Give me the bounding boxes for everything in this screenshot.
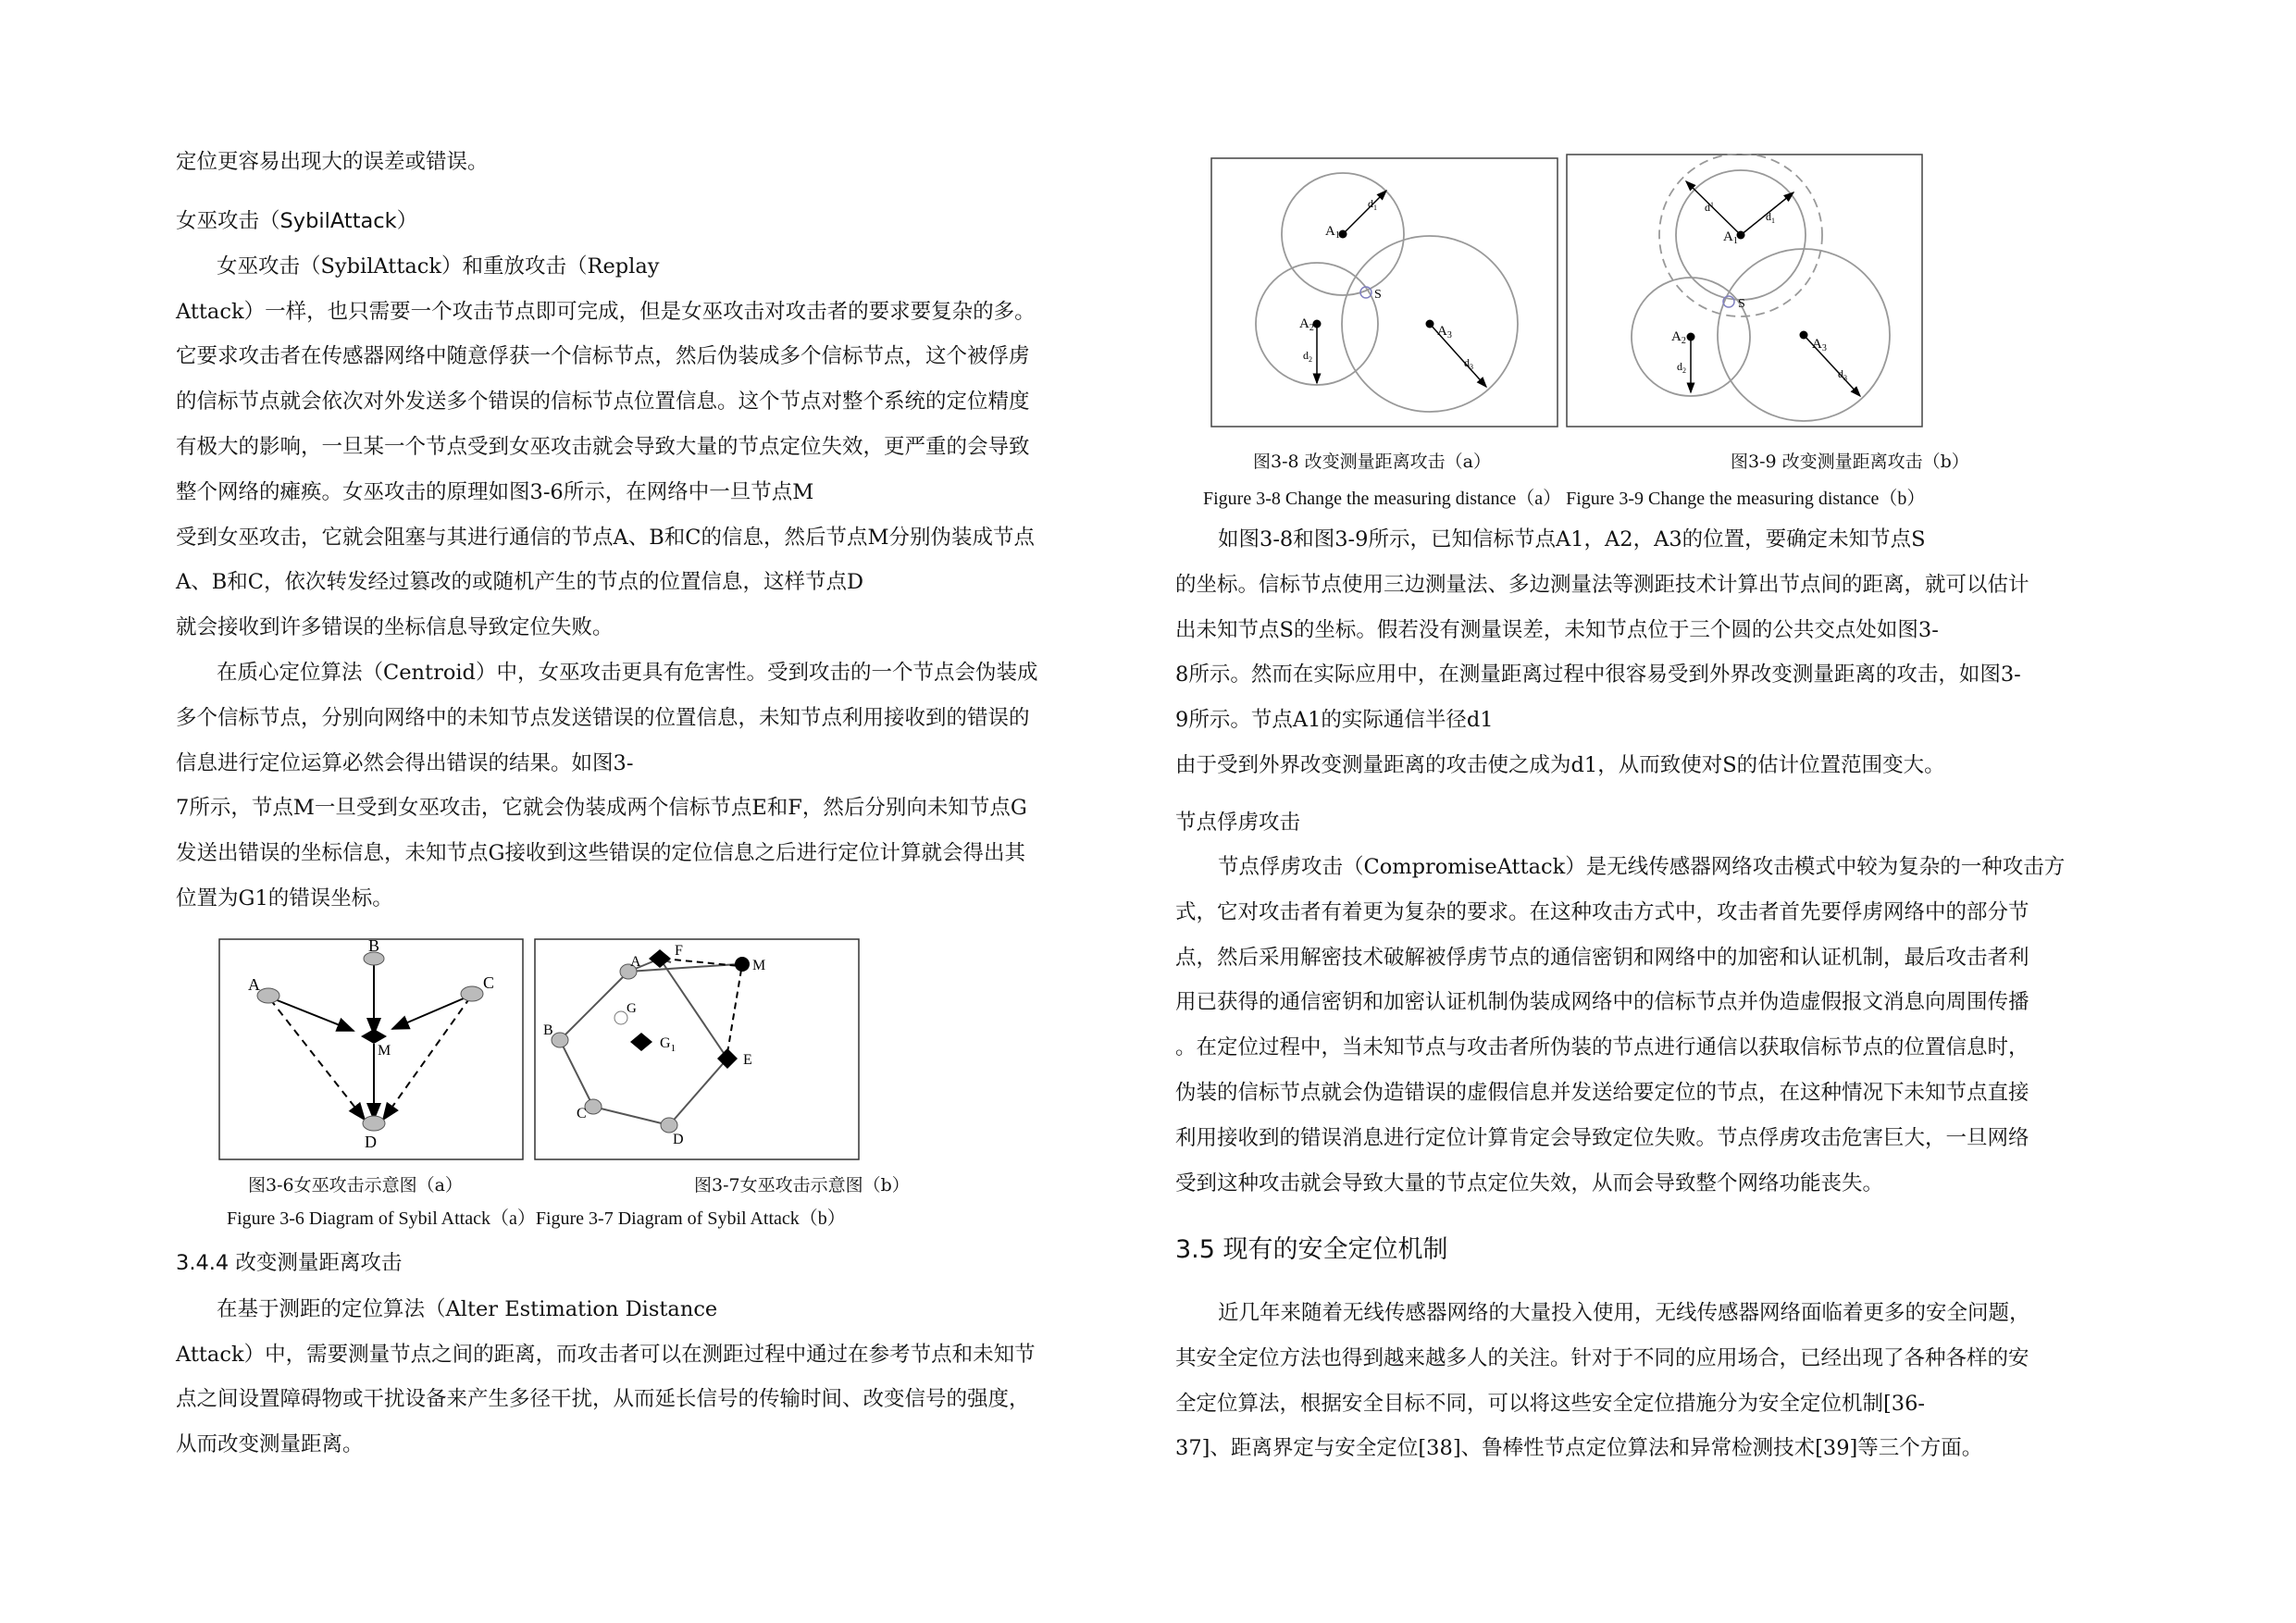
- paragraph-line: 定位更容易出现大的误差或错误。: [176, 150, 489, 174]
- paragraph-line: 就会接收到许多错误的坐标信息导致定位失败。: [176, 615, 614, 639]
- paragraph-line: 受到女巫攻击，它就会阻塞与其进行通信的节点A、B和C的信息，然后节点M分别伪装成节点: [176, 526, 1036, 550]
- paragraph-line: 9所示。节点A1的实际通信半径d1: [1175, 708, 1494, 732]
- figure-3-9-caption: 图3-9 改变测量距离攻击（b）: [1731, 452, 1969, 472]
- label-a2: $A_2$: [1671, 329, 1686, 346]
- label-a2: $A_2$: [1299, 316, 1314, 333]
- label-g: G: [627, 1001, 637, 1016]
- paragraph-line: 。在定位过程中，当未知节点与攻击者所伪装的节点进行通信以获取信标节点的位置信息时，: [1175, 1035, 2029, 1059]
- label-g1: $G_1$: [660, 1035, 676, 1054]
- node-a: [257, 988, 279, 1003]
- paragraph-line: 的坐标。信标节点使用三边测量法、多边测量法等测距技术计算出节点间的距离，就可以估计: [1175, 573, 2029, 597]
- label-d: D: [673, 1132, 684, 1147]
- label-m: M: [752, 958, 766, 973]
- paragraph-line: 点之间设置障碍物或干扰设备来产生多径干扰，从而延长信号的传输时间、改变信号的强度，: [176, 1387, 1030, 1411]
- label-d2: $d_2$: [1677, 360, 1686, 375]
- paragraph-line: 节点俘虏攻击（CompromiseAttack）是无线传感器网络攻击模式中较为复杂的一种攻击方: [1218, 855, 2066, 879]
- figure-frame: [1567, 155, 1922, 427]
- label-d2: $d_2$: [1303, 349, 1312, 364]
- paragraph-line: 伪装的信标节点就会伪造错误的虚假信息并发送给要定位的节点，在这种情况下未知节点直接: [1175, 1081, 2029, 1105]
- label-a1: $A_1$: [1325, 224, 1340, 241]
- label-d1: $d_1$: [1368, 197, 1377, 212]
- figure-3-8-diagram: [1210, 157, 1558, 427]
- node-g: [614, 1011, 627, 1024]
- paragraph-line: 它要求攻击者在传感器网络中随意俘获一个信标节点，然后伪装成多个信标节点，这个被俘虏: [176, 344, 1030, 368]
- paragraph-line: A、B和C，依次转发经过篡改的或随机产生的节点的位置信息，这样节点D: [176, 570, 864, 594]
- figure-frame: [1211, 158, 1558, 427]
- label-f: F: [675, 943, 683, 959]
- figure-3-6-diagram: [218, 938, 524, 1160]
- paragraph-line: 式，它对攻击者有着更为复杂的要求。在这种攻击方式中，攻击者首先要俘虏网络中的部分节: [1175, 900, 2029, 924]
- paragraph-line: 近几年来随着无线传感器网络的大量投入使用，无线传感器网络面临着更多的安全问题，: [1218, 1301, 2030, 1325]
- paragraph-line: 在基于测距的定位算法（Alter Estimation Distance: [217, 1297, 718, 1321]
- figure-3-6-3-7-english-caption: Figure 3-6 Diagram of Sybil Attack（a）Figure 3-7 Diagram of Sybil Attack（b）: [227, 1208, 846, 1229]
- paragraph-line: 点，然后采用解密技术破解被俘虏节点的通信密钥和网络中的加密和认证机制，最后攻击者利: [1175, 946, 2029, 970]
- section-3-4-4-heading: 3.4.4 改变测量距离攻击: [176, 1251, 403, 1275]
- paragraph-line: 位置为G1的错误坐标。: [176, 886, 393, 911]
- label-a3: $A_3$: [1437, 324, 1452, 341]
- label-d3: $d_3$: [1838, 367, 1847, 382]
- figure-3-6-caption: 图3-6女巫攻击示意图（a）: [248, 1175, 463, 1196]
- paragraph-line: 出未知节点S的坐标。假若没有测量误差，未知节点位于三个圆的公共交点处如图3-: [1175, 618, 1939, 642]
- label-a1: $A_1$: [1723, 229, 1738, 246]
- label-a3: $A_3$: [1812, 337, 1827, 353]
- paragraph-line: 信息进行定位运算必然会得出错误的结果。如图3-: [176, 751, 634, 775]
- label-a: A: [248, 975, 260, 994]
- label-c: C: [483, 973, 495, 992]
- figure-3-7-diagram: [534, 938, 860, 1160]
- paragraph-line: 其安全定位方法也得到越来越多人的关注。针对于不同的应用场合，已经出现了各种各样的安: [1175, 1346, 2029, 1370]
- figure-3-8-3-9-english-caption: Figure 3-8 Change the measuring distance（a） Figure 3-9 Change the measuring distance（b）: [1203, 489, 1926, 509]
- label-d3: $d_3$: [1464, 356, 1473, 371]
- paragraph-line: 利用接收到的错误消息进行定位计算肯定会导致定位失败。节点俘虏攻击危害巨大，一旦网络: [1175, 1126, 2029, 1150]
- figure-3-9-diagram: [1566, 154, 1923, 427]
- paragraph-line: 由于受到外界改变测量距离的攻击使之成为d1，从而致使对S的估计位置范围变大。: [1175, 753, 1945, 777]
- node-g1: [630, 1033, 652, 1051]
- label-d1-prime: $d^1$: [1705, 201, 1714, 214]
- label-s: S: [1374, 288, 1382, 302]
- paragraph-line: 整个网络的瘫痪。女巫攻击的原理如图3-6所示，在网络中一旦节点M: [176, 480, 814, 504]
- paragraph-line: 受到这种攻击就会导致大量的节点定位失效，从而会导致整个网络功能丧失。: [1175, 1171, 1884, 1196]
- paragraph-line: 如图3-8和图3-9所示，已知信标节点A1，A2，A3的位置，要确定未知节点S: [1218, 527, 1926, 551]
- paragraph-line: 用已获得的通信密钥和加密认证机制伪装成网络中的信标节点并伪造虚假报文消息向周围传播: [1175, 990, 2029, 1014]
- node-f: [649, 949, 671, 968]
- node-m: [735, 957, 750, 972]
- paragraph-line: 发送出错误的坐标信息，未知节点G接收到这些错误的定位信息之后进行定位计算就会得出其: [176, 841, 1025, 865]
- paragraph-line: 多个信标节点，分别向网络中的未知节点发送错误的位置信息，未知节点利用接收到的错误的: [176, 706, 1030, 730]
- node-m: [361, 1029, 387, 1044]
- label-m: M: [378, 1043, 391, 1059]
- paragraph-line: 在质心定位算法（Centroid）中，女巫攻击更具有危害性。受到攻击的一个节点会伪装成: [217, 661, 1038, 685]
- node-c: [461, 986, 483, 1001]
- paragraph-line: 从而改变测量距离。: [176, 1432, 364, 1456]
- node-d: [363, 1116, 385, 1131]
- figure-3-8-caption: 图3-8 改变测量距离攻击（a）: [1253, 452, 1491, 472]
- paragraph-line: 的信标节点就会依次对外发送多个错误的信标节点位置信息。这个节点对整个系统的定位精度: [176, 390, 1030, 414]
- sybil-attack-heading: 女巫攻击（SybilAttack）: [176, 209, 418, 233]
- label-b: B: [543, 1022, 553, 1038]
- label-b: B: [368, 938, 380, 955]
- label-a: A: [630, 954, 641, 970]
- label-d: D: [365, 1133, 377, 1151]
- paragraph-line: 37]、距离界定与安全定位[38]、鲁棒性节点定位算法和异常检测技术[39]等三个方面。: [1175, 1436, 1983, 1460]
- compromise-attack-heading: 节点俘虏攻击: [1175, 811, 1301, 835]
- node-d: [661, 1118, 677, 1133]
- paragraph-line: 7所示，节点M一旦受到女巫攻击，它就会伪装成两个信标节点E和F，然后分别向未知节点G: [176, 796, 1027, 820]
- paragraph-line: Attack）中，需要测量节点之间的距离，而攻击者可以在测距过程中通过在参考节点和未知节: [176, 1343, 1036, 1367]
- label-c: C: [577, 1106, 587, 1121]
- node-c: [585, 1099, 602, 1114]
- paragraph-line: 有极大的影响，一旦某一个节点受到女巫攻击就会导致大量的节点定位失效，更严重的会导致: [176, 435, 1030, 459]
- paragraph-line: Attack）一样，也只需要一个攻击节点即可完成，但是女巫攻击对攻击者的要求要复杂的多。: [176, 300, 1036, 324]
- figure-3-7-caption: 图3-7女巫攻击示意图（b）: [694, 1175, 910, 1196]
- node-b: [552, 1033, 568, 1047]
- label-d1: $d_1$: [1766, 210, 1775, 225]
- figure-frame: [535, 939, 859, 1159]
- paragraph-line: 8所示。然而在实际应用中，在测量距离过程中很容易受到外界改变测量距离的攻击，如图3-: [1175, 663, 2021, 687]
- label-s: S: [1738, 297, 1745, 311]
- label-e: E: [743, 1052, 752, 1068]
- paragraph-line: 女巫攻击（SybilAttack）和重放攻击（Replay: [217, 254, 660, 279]
- section-3-5-heading: 3.5 现有的安全定位机制: [1175, 1235, 1448, 1264]
- paragraph-line: 全定位算法，根据安全目标不同，可以将这些安全定位措施分为安全定位机制[36-: [1175, 1392, 1926, 1416]
